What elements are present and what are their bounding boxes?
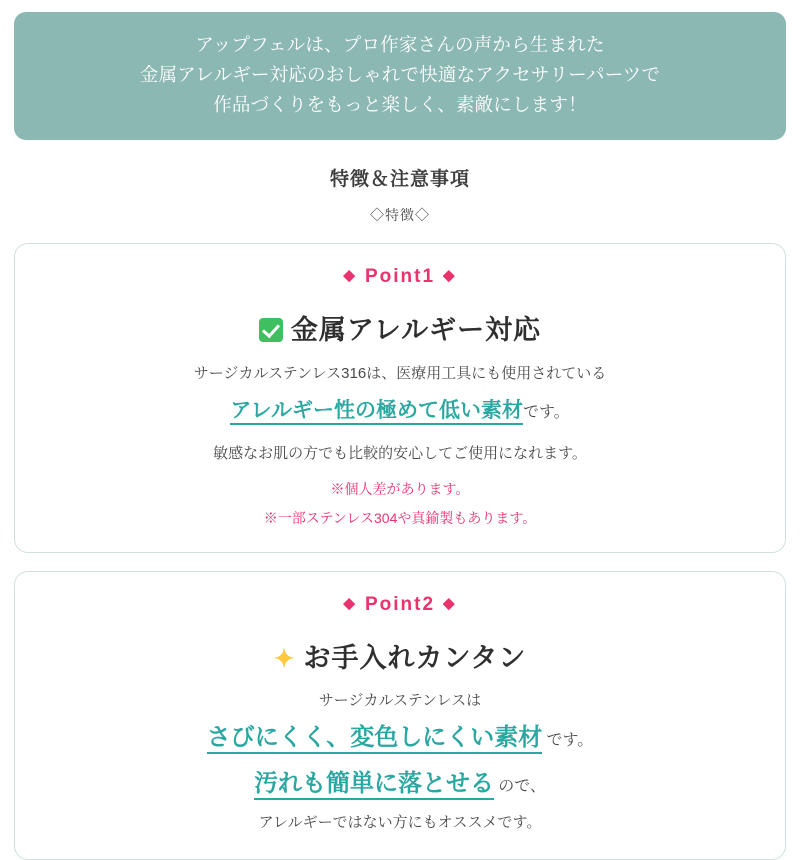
hero-line-3: 作品づくりをもっと楽しく、素敵にします！ xyxy=(213,93,587,115)
point-2-highlight-row-1 xyxy=(31,720,769,756)
point-2-line-2: アレルギーではない方にもオススメです。 xyxy=(258,814,542,831)
point-1-line-2: 敏感なお肌の方でも比較的安心してご使用になれます。 xyxy=(213,444,587,462)
diamond-left-icon: ◆ xyxy=(343,595,357,612)
point-1-highlight: アレルギー性の極めて低い素材 xyxy=(230,399,523,425)
point-1-highlight-tail: です。 xyxy=(522,404,570,422)
point-1-label-text: Point1 xyxy=(364,265,436,287)
point-2-line-1: サージカルステンレスは xyxy=(318,692,482,709)
hero-line-1: アップフェルは、プロ作家さんの声から生まれた xyxy=(195,34,605,55)
point-1-label xyxy=(31,266,769,288)
page-root xyxy=(0,12,800,831)
point-1-highlight-row xyxy=(31,395,769,427)
point-2-heading: お手入れカンタン xyxy=(303,643,527,673)
diamond-right-icon: ◆ xyxy=(443,266,457,284)
point-1-note-1: ※個人差があります。 xyxy=(330,481,470,498)
section-subtitle: ◇特徴◇ xyxy=(370,206,430,223)
section-title: 特徴＆注意事項 xyxy=(329,168,470,190)
point-1-heading: 金属アレルギー対応 xyxy=(290,314,542,345)
point-2-heading-row xyxy=(31,636,769,675)
point-card-2 xyxy=(14,571,786,860)
point-1-heading-row xyxy=(31,308,769,347)
point-1-note-2: ※一部ステンレス304や真鍮製もあります。 xyxy=(263,509,537,526)
point-1-line-1: サージカルステンレス316は、医療用工具にも使用されている xyxy=(193,364,607,382)
sparkles-icon: ✦ xyxy=(273,645,296,673)
hero-line-2: 金属アレルギー対応のおしゃれで快適なアクセサリーパーツで xyxy=(139,63,661,85)
point-2-highlight-2: 汚れも簡単に落とせる xyxy=(254,770,494,800)
point-2-highlight-1-tail: です。 xyxy=(546,732,594,749)
point-card-1 xyxy=(14,243,786,553)
diamond-left-icon: ◆ xyxy=(343,266,357,284)
point-2-label-text: Point2 xyxy=(364,594,436,615)
diamond-right-icon: ◆ xyxy=(443,595,457,612)
point-2-highlight-1: さびにくく、変色しにくい素材 xyxy=(207,724,543,754)
point-2-label xyxy=(31,594,769,616)
green-check-icon xyxy=(259,318,283,342)
point-2-highlight-row-2 xyxy=(31,766,769,802)
hero-banner xyxy=(14,12,786,140)
point-2-highlight-2-tail: ので、 xyxy=(498,778,546,795)
